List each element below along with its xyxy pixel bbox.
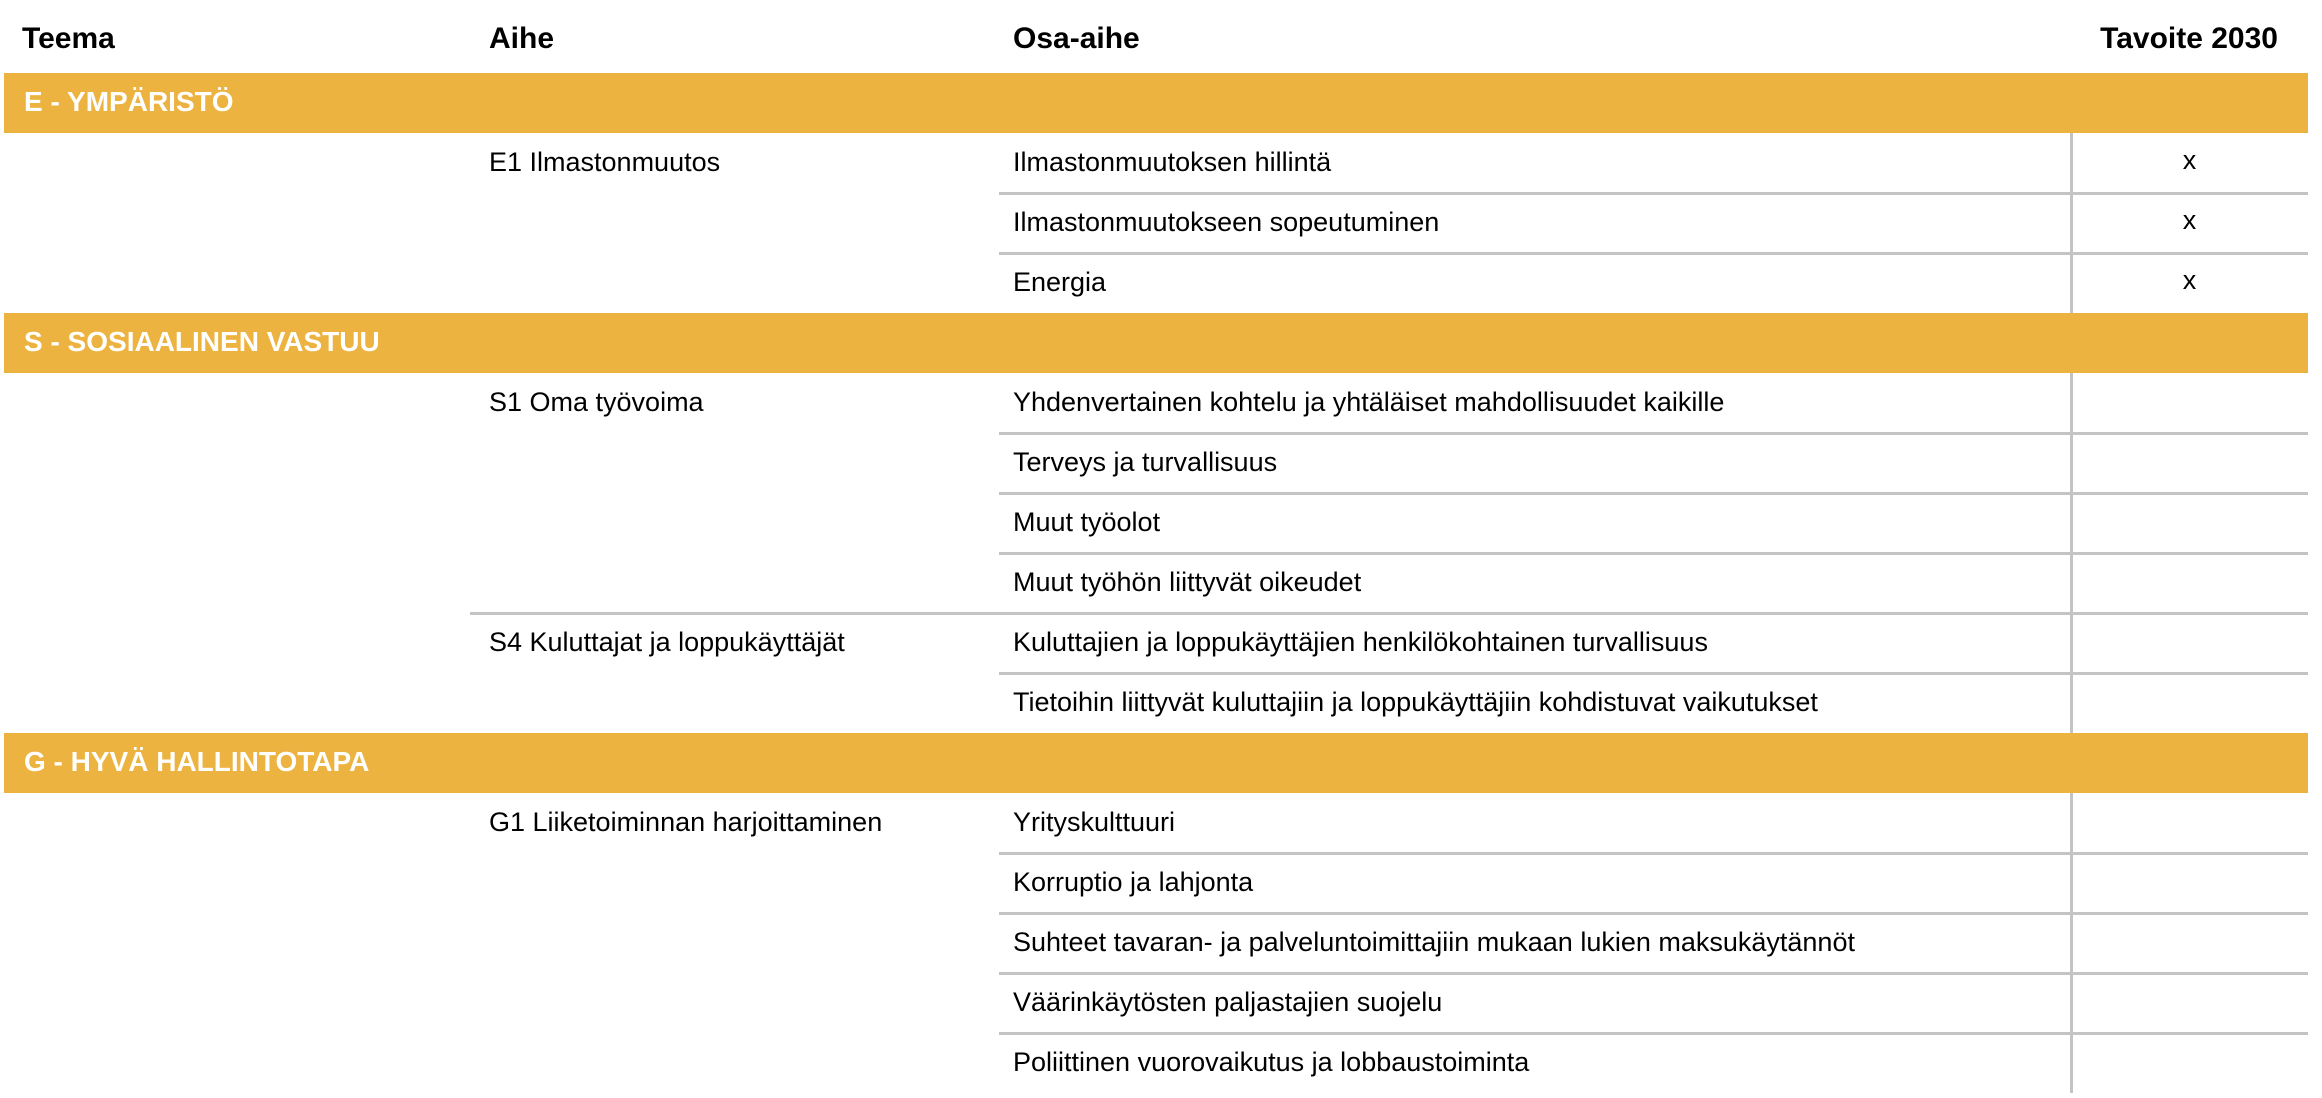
osa-aihe-cell: Terveys ja turvallisuus — [1013, 447, 1278, 477]
row-divider — [999, 492, 2308, 495]
section-band — [4, 733, 2308, 793]
table-row — [0, 973, 2308, 1033]
table-row — [0, 673, 2308, 733]
column-divider — [2070, 793, 2073, 853]
table-row — [0, 133, 2308, 193]
column-divider — [2070, 493, 2073, 553]
aihe-cell: E1 Ilmastonmuutos — [489, 147, 721, 177]
aihe-cell: S1 Oma työvoima — [489, 387, 704, 417]
tavoite-cell: x — [2182, 145, 2197, 175]
section-title: E - YMPÄRISTÖ — [24, 86, 234, 117]
table-row — [0, 253, 2308, 313]
topic-table — [0, 73, 2322, 1093]
row-divider — [470, 612, 2308, 615]
osa-aihe-cell: Yrityskulttuuri — [1013, 807, 1176, 837]
row-divider — [999, 912, 2308, 915]
aihe-cell: G1 Liiketoiminnan harjoittaminen — [489, 807, 883, 837]
osa-aihe-cell: Kuluttajien ja loppukäyttäjien henkilökohtainen turvallisuus — [1013, 627, 1708, 657]
osa-aihe-cell: Muut työhön liittyvät oikeudet — [1013, 567, 1362, 597]
column-divider — [2070, 673, 2073, 733]
osa-aihe-cell: Yhdenvertainen kohtelu ja yhtäläiset mahdollisuudet kaikille — [1013, 387, 1725, 417]
table-header — [0, 0, 2322, 73]
osa-aihe-cell: Suhteet tavaran- ja palveluntoimittajiin mukaan lukien maksukäytännöt — [1013, 927, 1855, 957]
row-divider — [999, 192, 2308, 195]
table-row — [0, 373, 2308, 433]
osa-aihe-cell: Ilmastonmuutoksen hillintä — [1013, 147, 1332, 177]
section-band — [4, 73, 2308, 133]
osa-aihe-cell: Korruptio ja lahjonta — [1013, 867, 1254, 897]
row-divider — [999, 672, 2308, 675]
row-divider — [999, 1032, 2308, 1035]
table-row — [0, 193, 2308, 253]
header-aihe: Aihe — [489, 22, 555, 55]
osa-aihe-cell: Ilmastonmuutokseen sopeutuminen — [1013, 207, 1440, 237]
column-divider — [2070, 613, 2073, 673]
row-divider — [999, 432, 2308, 435]
table-row — [0, 793, 2308, 853]
header-teema: Teema — [22, 22, 115, 55]
section-band — [4, 313, 2308, 373]
osa-aihe-cell: Tietoihin liittyvät kuluttajiin ja loppukäyttäjiin kohdistuvat vaikutukset — [1013, 687, 1818, 717]
osa-aihe-cell: Poliittinen vuorovaikutus ja lobbaustoiminta — [1013, 1047, 1530, 1077]
section-title: S - SOSIAALINEN VASTUU — [24, 326, 380, 357]
aihe-cell: S4 Kuluttajat ja loppukäyttäjät — [489, 627, 845, 657]
table-row — [0, 493, 2308, 553]
header-tavoite-2030: Tavoite 2030 — [2100, 22, 2278, 55]
osa-aihe-cell: Energia — [1013, 267, 1107, 297]
column-divider — [2070, 913, 2073, 973]
osa-aihe-cell: Muut työolot — [1013, 507, 1161, 537]
table-row — [0, 553, 2308, 613]
column-divider — [2070, 373, 2073, 433]
table-row — [0, 853, 2308, 913]
osa-aihe-cell: Väärinkäytösten paljastajien suojelu — [1013, 987, 1443, 1017]
table-row — [0, 1033, 2308, 1093]
column-divider — [2070, 433, 2073, 493]
row-divider — [999, 252, 2308, 255]
table-row — [0, 613, 2308, 673]
column-divider — [2070, 973, 2073, 1033]
table-row — [0, 433, 2308, 493]
table-row — [0, 913, 2308, 973]
column-divider — [2070, 553, 2073, 613]
column-divider — [2070, 1033, 2073, 1093]
header-osa-aihe: Osa-aihe — [1013, 22, 1140, 55]
row-divider — [999, 552, 2308, 555]
row-divider — [999, 972, 2308, 975]
column-divider — [2070, 853, 2073, 913]
tavoite-cell: x — [2182, 265, 2197, 295]
tavoite-cell: x — [2182, 205, 2197, 235]
section-title: G - HYVÄ HALLINTOTAPA — [24, 746, 370, 777]
row-divider — [999, 852, 2308, 855]
